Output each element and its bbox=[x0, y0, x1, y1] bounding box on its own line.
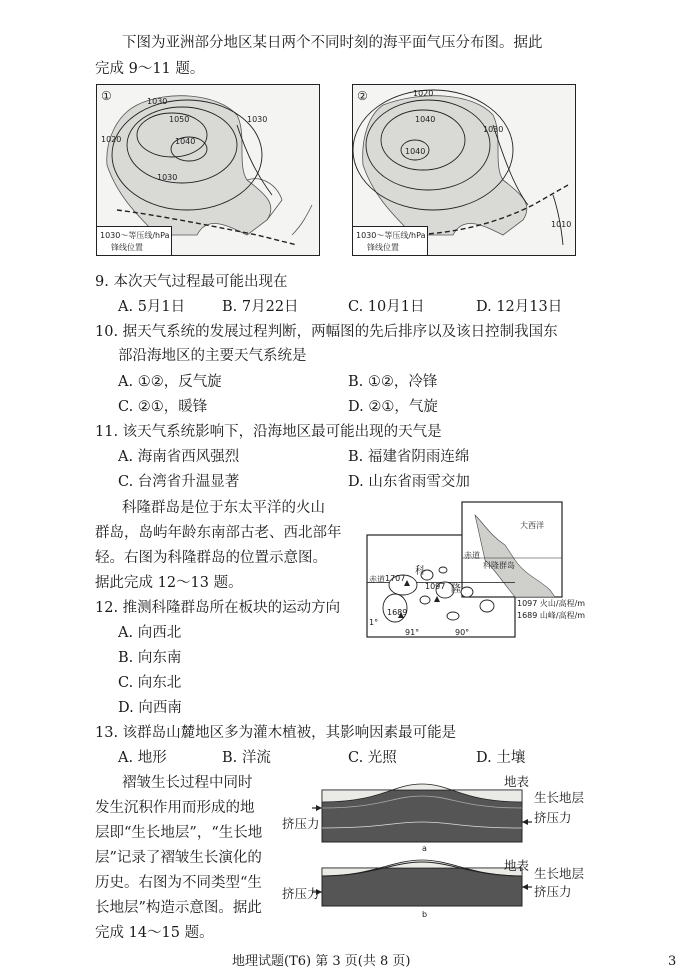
question-13-stem: 13. 该群岛山麓地区多为灌木植被，其影响因素最可能是 bbox=[95, 725, 457, 741]
legend-isobar: 1030～等压线/hPa bbox=[100, 231, 170, 240]
map-1-isobar-label: 1030 bbox=[157, 173, 178, 182]
question-12-stem: 12. 推测科隆群岛所在板块的运动方向 bbox=[95, 600, 341, 616]
galapagos-figure bbox=[365, 500, 586, 640]
page-footer: 地理试题(T6) 第 3 页(共 8 页) bbox=[232, 954, 411, 969]
map-1-isobar-label: 1050 bbox=[169, 115, 190, 124]
legend-peak: 1689 山峰/高程/m bbox=[517, 611, 586, 620]
label-growth-layer: 生长地层 bbox=[534, 866, 585, 881]
option: A. 5月1日 bbox=[118, 299, 186, 315]
option: A. 海南省西风强烈 bbox=[118, 449, 240, 465]
label-growth-layer: 生长地层 bbox=[534, 790, 585, 805]
label-pressure: 挤压力 bbox=[534, 810, 572, 825]
map-2-isobar-label: 1040 bbox=[415, 115, 436, 124]
map-1-isobar-label: 1030 bbox=[147, 97, 168, 106]
map-1-isobar-label: 1020 bbox=[101, 135, 122, 144]
passage-2-line: 群岛，岛屿年龄东南部古老、西北部年 bbox=[95, 525, 342, 541]
option: A. 向西北 bbox=[118, 625, 182, 641]
option: C. 10月1日 bbox=[348, 299, 425, 315]
passage-2-line: 轻。右图为科隆群岛的位置示意图。 bbox=[95, 550, 327, 566]
legend-volcano: 1097 火山/高程/m bbox=[517, 599, 586, 608]
label-surface: 地表 bbox=[504, 858, 530, 873]
option: D. 向西南 bbox=[118, 700, 182, 716]
fold-figure bbox=[282, 772, 585, 924]
label-height: 1707 bbox=[385, 574, 406, 583]
label-equator-2: 赤道 bbox=[369, 575, 385, 584]
option: B. 福建省阴雨连绵 bbox=[348, 449, 470, 465]
label-equator: 赤道 bbox=[464, 551, 480, 560]
map-2-isobar-label: 1020 bbox=[413, 89, 434, 98]
map-2-legend bbox=[353, 226, 428, 255]
option: B. 7月22日 bbox=[222, 299, 299, 315]
option: B. ①②，冷锋 bbox=[348, 374, 438, 390]
legend-isobar: 1030～等压线/hPa bbox=[356, 231, 426, 240]
label-height: 1097 bbox=[425, 582, 446, 591]
option: B. 洋流 bbox=[222, 750, 271, 766]
option: D. 12月13日 bbox=[476, 299, 563, 315]
label-longitude: 91° bbox=[405, 628, 420, 637]
label-pressure: 挤压力 bbox=[534, 884, 572, 899]
label-atlantic: 大西洋 bbox=[520, 521, 544, 530]
label-islands: 科隆群岛 bbox=[483, 561, 515, 570]
question-10-stem-cont: 部沿海地区的主要天气系统是 bbox=[118, 348, 307, 364]
map-2-isobar-label: 1040 bbox=[405, 147, 426, 156]
map-2-label: ② bbox=[357, 89, 368, 103]
option: C. 台湾省升温显著 bbox=[118, 474, 240, 490]
label-ke: 科 bbox=[415, 566, 425, 577]
option: B. 向东南 bbox=[118, 650, 182, 666]
option: D. 山东省雨雪交加 bbox=[348, 474, 470, 490]
map-1-legend bbox=[97, 226, 172, 255]
option: C. 向东北 bbox=[118, 675, 182, 691]
intro-line-2: 完成 9～11 题。 bbox=[95, 61, 205, 77]
label-surface: 地表 bbox=[504, 774, 530, 789]
passage-3-line: 褶皱生长过程中同时 bbox=[122, 775, 253, 791]
passage-3-line: 长地层”构造示意图。据此 bbox=[95, 900, 262, 916]
passage-3-line: 层即“生长地层”，“生长地 bbox=[95, 825, 263, 841]
map-2-isobar-label: 1010 bbox=[551, 220, 572, 229]
pressure-map-1 bbox=[96, 84, 320, 256]
label-long: 隆 bbox=[451, 584, 461, 595]
pressure-map-2 bbox=[352, 84, 576, 256]
passage-3-line: 层”记录了褶皱生长演化的 bbox=[95, 850, 262, 866]
option: D. ②①，气旋 bbox=[348, 399, 438, 415]
label-pressure: 挤压力 bbox=[282, 886, 320, 901]
label-latitude: 1° bbox=[369, 618, 379, 627]
label-height: 1689 bbox=[387, 608, 408, 617]
question-9-stem: 9. 本次天气过程最可能出现在 bbox=[95, 274, 288, 290]
option: A. ①②，反气旋 bbox=[118, 374, 222, 390]
label-pressure: 挤压力 bbox=[282, 816, 320, 831]
map-2-isobar-label: 1030 bbox=[483, 125, 504, 134]
label-a: a bbox=[422, 844, 427, 853]
question-11-stem: 11. 该天气系统影响下，沿海地区最可能出现的天气是 bbox=[95, 424, 442, 440]
option: D. 土壤 bbox=[476, 750, 526, 766]
page-corner-number: 3 bbox=[668, 954, 677, 969]
question-10-stem: 10. 据天气系统的发展过程判断，两幅图的先后排序以及该日控制我国东 bbox=[95, 324, 558, 340]
legend-front: 锋线位置 bbox=[111, 243, 143, 252]
label-b: b bbox=[422, 910, 428, 919]
option: C. ②①，暖锋 bbox=[118, 399, 208, 415]
passage-3-line: 历史。右图为不同类型“生 bbox=[95, 875, 262, 891]
map-1-isobar-label: 1040 bbox=[175, 137, 196, 146]
passage-2-line: 据此完成 12～13 题。 bbox=[95, 575, 243, 591]
option: A. 地形 bbox=[118, 750, 167, 766]
legend-front: 锋线位置 bbox=[367, 243, 399, 252]
passage-3-line: 发生沉积作用而形成的地 bbox=[95, 800, 255, 816]
passage-3-line: 完成 14～15 题。 bbox=[95, 925, 214, 941]
intro-line-1: 下图为亚洲部分地区某日两个不同时刻的海平面气压分布图。据此 bbox=[122, 35, 543, 51]
label-longitude: 90° bbox=[455, 628, 470, 637]
option: C. 光照 bbox=[348, 750, 397, 766]
map-1-label: ① bbox=[101, 89, 112, 103]
passage-2-line: 科隆群岛是位于东太平洋的火山 bbox=[122, 500, 325, 516]
map-1-isobar-label: 1030 bbox=[247, 115, 268, 124]
